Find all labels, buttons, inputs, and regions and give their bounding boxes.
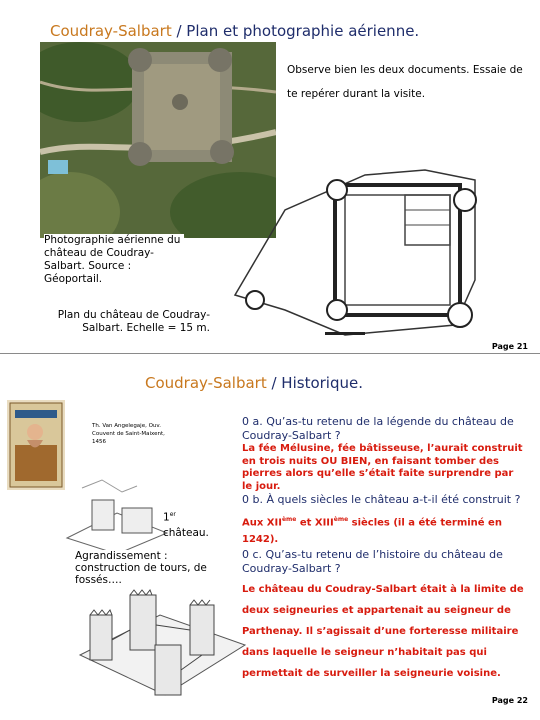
question-0b: 0 b. À quels siècles le château a-t-il été construit ? xyxy=(242,493,521,506)
answer-0b: Aux XIIème et XIIIème siècles (il a été terminé en 1242). xyxy=(242,516,502,546)
plan-caption: Plan du château de Coudray-Salbart. Echelle = 15 m. xyxy=(57,309,210,334)
first-castle-label: 1er château. xyxy=(163,511,209,539)
questions-answers xyxy=(242,415,527,684)
answer-0a: La fée Mélusine, fée bâtisseuse, l’aurait construit en trois nuits OU BIEN, en faisant tomber des pierres alors qu’elle s’était faite surprendre par le jour. xyxy=(242,443,523,492)
intro-instruction: Observe bien les deux documents. Essaie de te repérer durant la visite. xyxy=(287,64,523,100)
enlargement-caption: Agrandissement : construction de tours, de fossés…. xyxy=(75,550,215,586)
page-separator xyxy=(0,353,540,354)
page-number: Page 22 xyxy=(491,696,528,705)
melusine-manuscript-image xyxy=(7,400,65,490)
page-number: Page 21 xyxy=(491,342,528,351)
aerial-photo-caption: Photographie aérienne du château de Coudray-Salbart. Source : Géoportail. xyxy=(44,234,184,286)
question-0a: 0 a. Qu’as-tu retenu de la légende du château de Coudray-Salbart ? xyxy=(242,415,514,442)
manuscript-caption: Th. Van Angelegaje, Ouv. Couvent de Saint-Maixent, 1456 xyxy=(92,423,165,445)
page-title: Coudray-Salbart / Plan et photographie aérienne. xyxy=(50,22,420,40)
question-0c: 0 c. Qu’as-tu retenu de l’histoire du château de Coudray-Salbart ? xyxy=(242,548,503,576)
answer-0c: Le château du Coudray-Salbart était à la limite de deux seigneuries et appartenait au seigneur de Parthenay. Il s’agissait d’une forteresse militaire dans laquelle le seigneur n’habitait pas qui permettait de surveiller la seigneurie voisine. xyxy=(242,584,524,680)
castle-plan-drawing xyxy=(225,150,505,350)
page-title: Coudray-Salbart / Historique. xyxy=(145,374,363,392)
